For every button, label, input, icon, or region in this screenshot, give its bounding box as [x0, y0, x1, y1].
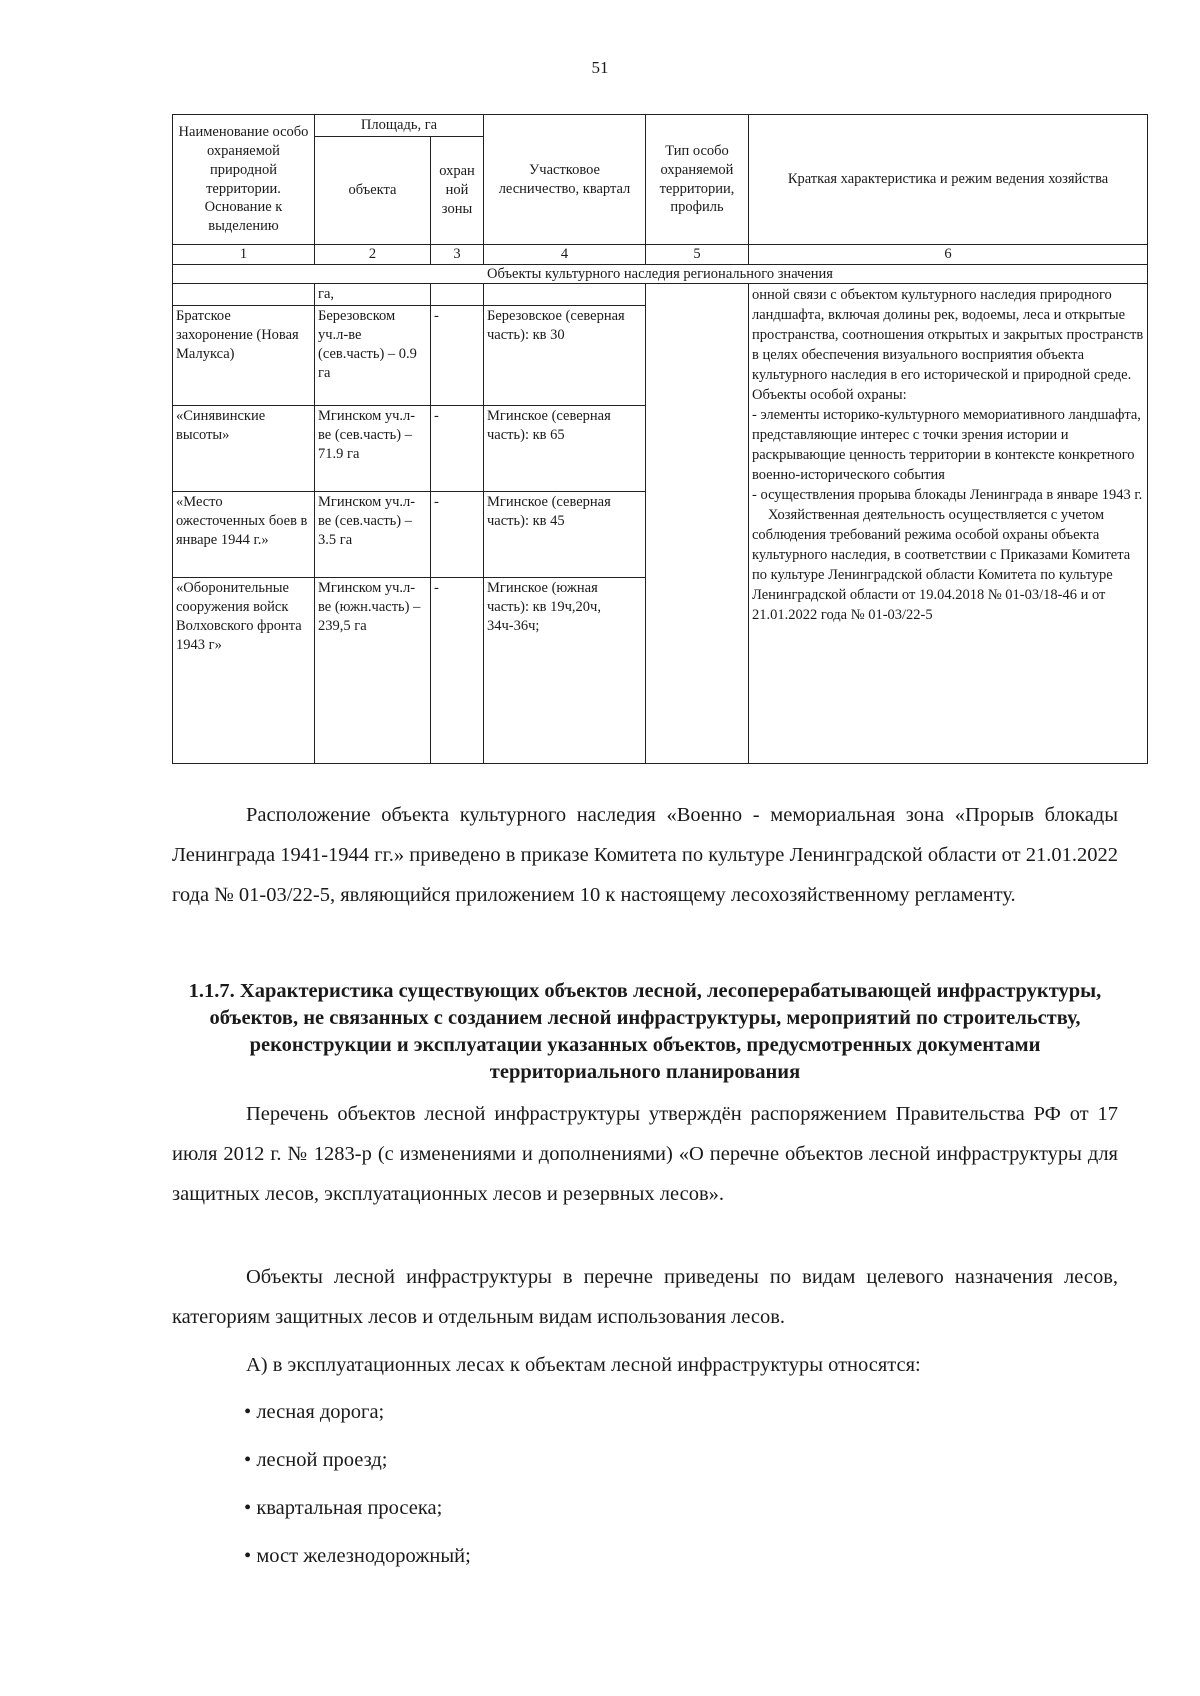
- characteristic-p3: - элементы историко-культурного мемориативного ландшафта, представляющие интерес с точки зрения истории и раскрывающие ценность территории в контексте конкретного военно-исторического события: [752, 407, 1141, 484]
- row-zone: -: [431, 578, 484, 764]
- carry-cell: [173, 284, 315, 306]
- carry-area: га,: [315, 284, 431, 306]
- row-zone: -: [431, 406, 484, 492]
- header-area-object: объекта: [315, 137, 431, 245]
- bullet-list: [244, 1388, 471, 1580]
- column-number: 2: [315, 245, 431, 265]
- paragraph-location: Расположение объекта культурного наследия «Военно - мемориальная зона «Прорыв блокады Ленинграда 1941-1944 гг.» приведено в приказе Комитета по культуре Ленинградской области от 21.01.2022 года № 01-03/22-5, являющийся приложением 10 к настоящему лесохозяйственному регламенту.: [172, 804, 1118, 906]
- characteristic-p5: Хозяйственная деятельность осуществляется с учетом соблюдения требований режима особой охраны объекта культурного наследия, в соответствии с Приказами Комитета по культуре Ленинградской области Комитета по культуре Ленинградской области от 19.04.2018 № 01-03/18-46 и от 21.01.2022 года № 01-03/22-5: [752, 507, 1131, 624]
- row-area: Березовском уч.л-ве (сев.часть) – 0.9 га: [315, 306, 431, 406]
- row-name: Братское захоронение (Новая Малукса): [173, 306, 315, 406]
- row-zone: -: [431, 306, 484, 406]
- paragraph-exploitation: А) в эксплуатационных лесах к объектам лесной инфраструктуры относятся:: [246, 1354, 921, 1376]
- carry-cell: [431, 284, 484, 306]
- row-forestry: Мгинское (южная часть): кв 19ч,20ч, 34ч-36ч;: [484, 578, 646, 764]
- list-item: • квартальная просека;: [244, 1484, 471, 1532]
- header-area: Площадь, га: [315, 115, 484, 137]
- header-characteristic: Краткая характеристика и режим ведения хозяйства: [749, 115, 1148, 245]
- characteristic-p2: Объекты особой охраны:: [752, 387, 907, 404]
- header-forestry: Участковое лесничество, квартал: [484, 115, 646, 245]
- section-title: Объекты культурного наследия регионального значения: [173, 264, 1148, 284]
- column-number: 3: [431, 245, 484, 265]
- row-area: Мгинском уч.л-ве (южн.часть) – 239,5 га: [315, 578, 431, 764]
- column-number-row: [173, 245, 1148, 265]
- list-item: • лесная дорога;: [244, 1388, 471, 1436]
- column-number: 6: [749, 245, 1148, 265]
- column-number: 5: [646, 245, 749, 265]
- paragraph-infrastructure-types: Объекты лесной инфраструктуры в перечне приведены по видам целевого назначения лесов, категориям защитных лесов и отдельным видам использования лесов.: [172, 1266, 1118, 1328]
- protected-areas-table: [172, 114, 1148, 764]
- column-number: 1: [173, 245, 315, 265]
- row-name: «Синявинские высоты»: [173, 406, 315, 492]
- header-name: Наименование особо охраняемой природной территории. Основание к выделению: [173, 115, 315, 245]
- column-number: 4: [484, 245, 646, 265]
- type-cell: [646, 284, 749, 764]
- section-row: [173, 264, 1148, 284]
- row-area: Мгинском уч.л-ве (сев.часть) – 71.9 га: [315, 406, 431, 492]
- page-number: 51: [591, 58, 609, 77]
- characteristic-p1: онной связи с объектом культурного наследия природного ландшафта, включая долины рек, водоемы, леса и открытые пространства, соотношения открытых и закрытых пространств в целях обеспечения визуального восприятия объекта культурного наследия в его исторической и природной среде.: [752, 287, 1144, 384]
- row-area: Мгинском уч.л-ве (сев.часть) – 3.5 га: [315, 492, 431, 578]
- row-name: «Оборонительные сооружения войск Волховского фронта 1943 г»: [173, 578, 315, 764]
- paragraph-infrastructure-list: Перечень объектов лесной инфраструктуры утверждён распоряжением Правительства РФ от 17 июля 2012 г. № 1283-р (с изменениями и дополнениями) «О перечне объектов лесной инфраструктуры для защитных лесов, эксплуатационных лесов и резервных лесов».: [172, 1103, 1118, 1205]
- carry-cell: [484, 284, 646, 306]
- row-forestry: Мгинское (северная часть): кв 45: [484, 492, 646, 578]
- list-item: • лесной проезд;: [244, 1436, 471, 1484]
- row-name: «Место ожесточенных боев в январе 1944 г.»: [173, 492, 315, 578]
- row-zone: -: [431, 492, 484, 578]
- characteristic-p4: - осуществления прорыва блокады Ленинграда в январе 1943 г.: [752, 487, 1143, 504]
- row-forestry: Мгинское (северная часть): кв 65: [484, 406, 646, 492]
- section-heading: 1.1.7. Характеристика существующих объектов лесной, лесоперерабатывающей инфраструктуры, объектов, не связанных с созданием лесной инфраструктуры, мероприятий по строительству, реконструкции и эксплуатации указанных объектов, предусмотренных документами территориального планирования: [188, 980, 1102, 1083]
- list-item: • мост железнодорожный;: [244, 1532, 471, 1580]
- header-type: Тип особо охраняемой территории, профиль: [646, 115, 749, 245]
- row-forestry: Березовское (северная часть): кв 30: [484, 306, 646, 406]
- characteristic-cell: [749, 284, 1148, 764]
- header-area-zone: охран ной зоны: [431, 137, 484, 245]
